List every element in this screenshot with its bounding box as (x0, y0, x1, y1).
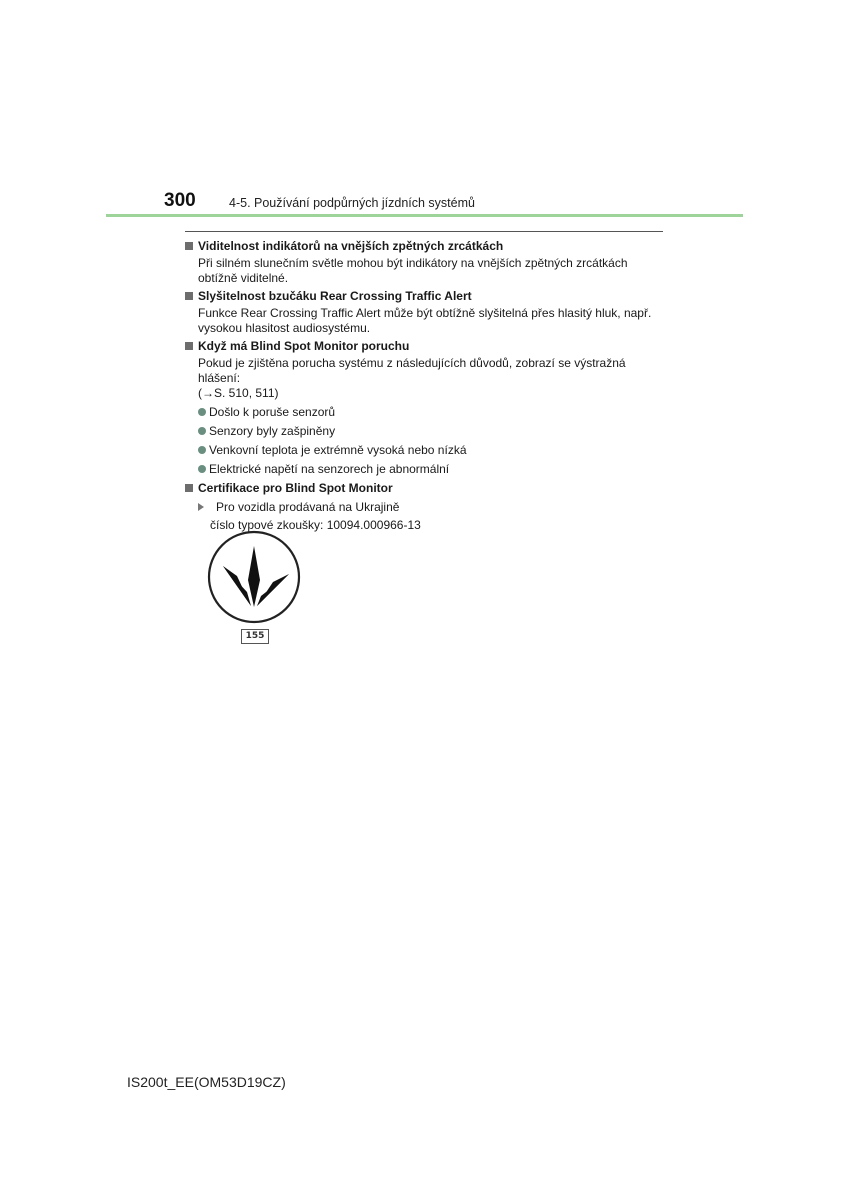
round-bullet-icon (198, 427, 206, 435)
section-heading (185, 338, 663, 354)
header-rule (106, 214, 743, 217)
section-heading (185, 288, 663, 304)
list-item-text: Pro vozidla prodávaná na Ukrajině (216, 500, 400, 514)
list-item (198, 499, 663, 515)
list-item (198, 461, 663, 477)
section-heading (185, 480, 663, 496)
section-heading (185, 238, 663, 254)
section-heading-text: Když má Blind Spot Monitor poruchu (198, 339, 410, 353)
mark-code-label: 155 (241, 629, 269, 644)
square-bullet-icon (185, 242, 193, 250)
list-item (198, 423, 663, 439)
section-body: Funkce Rear Crossing Traffic Alert může být obtížně slyšitelná přes hlasitý hluk, např. vysokou hlasitost audiosystému. (198, 306, 652, 335)
list-item-text: Venkovní teplota je extrémně vysoká nebo nízká (209, 443, 467, 457)
section-body-text: Pokud je zjištěna porucha systému z následujících důvodů, zobrazí se výstražná hlášení: (198, 356, 626, 385)
list-item-text: Senzory byly zašpiněny (209, 424, 336, 438)
section-heading-text: Certifikace pro Blind Spot Monitor (198, 481, 393, 495)
test-number: číslo typové zkoušky: 10094.000966-13 (210, 518, 421, 532)
list-item-text: Došlo k poruše senzorů (209, 405, 336, 419)
content-rule (185, 231, 663, 232)
square-bullet-icon (185, 292, 193, 300)
section-heading-text: Viditelnost indikátorů na vnějších zpětných zrcátkách (198, 239, 504, 253)
content-area (185, 238, 663, 533)
round-bullet-icon (198, 465, 206, 473)
document-code: IS200t_EE(OM53D19CZ) (127, 1074, 286, 1090)
triangle-bullet-icon (198, 503, 210, 511)
page-number: 300 (164, 190, 196, 211)
section-body (198, 356, 663, 401)
page-reference: (→S. 510, 511) (198, 386, 279, 400)
list-item (198, 442, 663, 458)
section-body: Při silném slunečním světle mohou být indikátory na vnějších zpětných zrcátkách obtížně viditelné. (198, 256, 628, 285)
section-heading-text: Slyšitelnost bzučáku Rear Crossing Traffic Alert (198, 289, 472, 303)
section-title: 4-5. Používání podpůrných jízdních systémů (229, 196, 475, 210)
round-bullet-icon (198, 446, 206, 454)
list-item-text: Elektrické napětí na senzorech je abnormální (209, 462, 450, 476)
ukrainian-conformity-mark-icon (207, 530, 301, 624)
square-bullet-icon (185, 342, 193, 350)
round-bullet-icon (198, 408, 206, 416)
square-bullet-icon (185, 484, 193, 492)
list-item (198, 404, 663, 420)
